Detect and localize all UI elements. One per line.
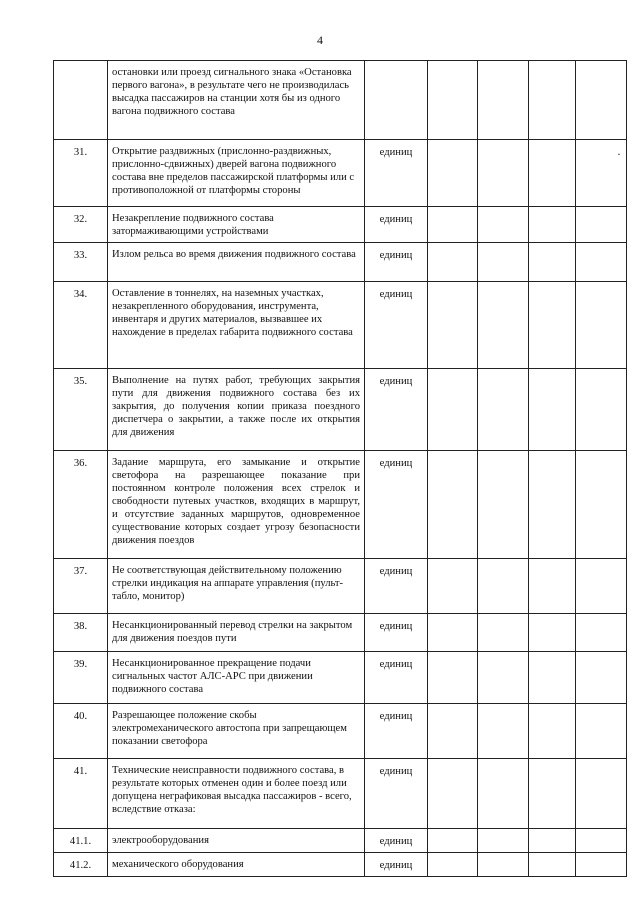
empty-cell xyxy=(428,61,478,140)
empty-cell xyxy=(529,207,576,243)
row-number: 39. xyxy=(54,652,108,704)
row-unit xyxy=(365,61,428,140)
empty-cell xyxy=(576,704,627,759)
empty-cell xyxy=(478,369,529,451)
row-unit: единиц xyxy=(365,759,428,829)
empty-cell xyxy=(576,451,627,559)
empty-cell xyxy=(529,61,576,140)
row-number: 38. xyxy=(54,614,108,652)
row-description: Задание маршрута, его замыкание и открытие светофора на разрешающее показание при постоянном контроле положения всех стрелок и свободности путевых участков, входящих в маршрут, и отсутствие заданных маршрутов, одновременное существование которых создает угрозу безопасности движения поездов xyxy=(108,451,365,559)
empty-cell xyxy=(529,559,576,614)
row-number: 37. xyxy=(54,559,108,614)
row-description: механического оборудования xyxy=(108,853,365,877)
row-unit: единиц xyxy=(365,704,428,759)
empty-cell xyxy=(478,207,529,243)
row-number: 41.2. xyxy=(54,853,108,877)
table-row xyxy=(54,829,627,853)
table-row xyxy=(54,652,627,704)
empty-cell xyxy=(529,140,576,207)
empty-cell xyxy=(576,759,627,829)
row-unit: единиц xyxy=(365,853,428,877)
empty-cell xyxy=(428,853,478,877)
empty-cell xyxy=(428,140,478,207)
empty-cell xyxy=(529,704,576,759)
empty-cell xyxy=(576,282,627,369)
row-description: электрооборудования xyxy=(108,829,365,853)
row-number: 31. xyxy=(54,140,108,207)
row-description: Излом рельса во время движения подвижного состава xyxy=(108,243,365,282)
empty-cell xyxy=(576,614,627,652)
empty-cell xyxy=(478,61,529,140)
empty-cell xyxy=(428,829,478,853)
table-row xyxy=(54,140,627,207)
row-unit: единиц xyxy=(365,243,428,282)
row-number: 40. xyxy=(54,704,108,759)
row-description: Открытие раздвижных (прислонно-раздвижных, прислонно-сдвижных) дверей вагона подвижного состава вне пределов пассажирской платформы или с противоположной от платформы стороны xyxy=(108,140,365,207)
row-number xyxy=(54,61,108,140)
empty-cell xyxy=(428,559,478,614)
row-description: Несанкционированное прекращение подачи сигнальных частот АЛС-АРС при движении подвижного состава xyxy=(108,652,365,704)
empty-cell xyxy=(529,451,576,559)
empty-cell xyxy=(576,61,627,140)
empty-cell xyxy=(478,282,529,369)
table-row xyxy=(54,853,627,877)
empty-cell xyxy=(576,829,627,853)
empty-cell xyxy=(478,614,529,652)
row-number: 41. xyxy=(54,759,108,829)
empty-cell xyxy=(529,759,576,829)
row-unit: единиц xyxy=(365,369,428,451)
row-unit: единиц xyxy=(365,282,428,369)
row-description: Оставление в тоннелях, на наземных участках, незакрепленного оборудования, инструмента, инвентаря и других материалов, вызвавшее их нахождение в пределах габарита подвижного состава xyxy=(108,282,365,369)
row-unit: единиц xyxy=(365,559,428,614)
row-unit: единиц xyxy=(365,451,428,559)
row-unit: единиц xyxy=(365,614,428,652)
row-number: 35. xyxy=(54,369,108,451)
empty-cell xyxy=(478,853,529,877)
row-unit: единиц xyxy=(365,652,428,704)
empty-cell xyxy=(529,853,576,877)
empty-cell xyxy=(478,140,529,207)
row-description: Не соответствующая действительному положению стрелки индикация на аппарате управления (пульт-табло, монитор) xyxy=(108,559,365,614)
empty-cell xyxy=(428,704,478,759)
row-description: Разрешающее положение скобы электромеханического автостопа при запрещающем показании светофора xyxy=(108,704,365,759)
empty-cell xyxy=(428,243,478,282)
row-number: 41.1. xyxy=(54,829,108,853)
empty-cell xyxy=(428,451,478,559)
table-row xyxy=(54,559,627,614)
empty-cell xyxy=(576,207,627,243)
table-row xyxy=(54,369,627,451)
empty-cell xyxy=(576,559,627,614)
table-row xyxy=(54,451,627,559)
row-unit: единиц xyxy=(365,140,428,207)
empty-cell xyxy=(428,614,478,652)
empty-cell xyxy=(478,829,529,853)
empty-cell xyxy=(478,559,529,614)
row-description: Незакрепление подвижного состава затормаживающими устройствами xyxy=(108,207,365,243)
empty-cell xyxy=(428,369,478,451)
row-description: Технические неисправности подвижного состава, в результате которых отменен один и более поезд или допущена неграфиковая высадка пассажиров - всего, вследствие отказа: xyxy=(108,759,365,829)
empty-cell xyxy=(478,759,529,829)
empty-cell xyxy=(529,829,576,853)
report-table xyxy=(53,60,627,877)
table-row xyxy=(54,61,627,140)
empty-cell xyxy=(478,451,529,559)
row-number: 34. xyxy=(54,282,108,369)
empty-cell xyxy=(576,369,627,451)
empty-cell xyxy=(529,243,576,282)
table-row xyxy=(54,243,627,282)
empty-cell xyxy=(478,704,529,759)
table-row xyxy=(54,614,627,652)
empty-cell xyxy=(529,614,576,652)
empty-cell xyxy=(428,652,478,704)
page-number: 4 xyxy=(317,33,323,47)
empty-cell xyxy=(529,369,576,451)
row-description: остановки или проезд сигнального знака «Остановка первого вагона», в результате чего не производилась высадка пассажиров на станции хотя бы из одного вагона подвижного состава xyxy=(108,61,365,140)
row-description: Несанкционированный перевод стрелки на закрытом для движения поездов пути xyxy=(108,614,365,652)
table-row xyxy=(54,704,627,759)
empty-cell xyxy=(529,282,576,369)
row-unit: единиц xyxy=(365,207,428,243)
row-number: 33. xyxy=(54,243,108,282)
empty-cell xyxy=(576,243,627,282)
empty-cell xyxy=(428,207,478,243)
table-row xyxy=(54,759,627,829)
table-row xyxy=(54,282,627,369)
row-description: Выполнение на путях работ, требующих закрытия пути для движения подвижного состава без их закрытия, до получения копии приказа поездного диспетчера о закрытии, а также после их открытия для движения xyxy=(108,369,365,451)
empty-cell xyxy=(478,652,529,704)
table-row xyxy=(54,207,627,243)
empty-cell xyxy=(428,759,478,829)
dot-mark: · xyxy=(576,140,627,207)
row-number: 32. xyxy=(54,207,108,243)
empty-cell xyxy=(576,853,627,877)
row-number: 36. xyxy=(54,451,108,559)
empty-cell xyxy=(478,243,529,282)
empty-cell xyxy=(428,282,478,369)
empty-cell xyxy=(529,652,576,704)
row-unit: единиц xyxy=(365,829,428,853)
empty-cell xyxy=(576,652,627,704)
